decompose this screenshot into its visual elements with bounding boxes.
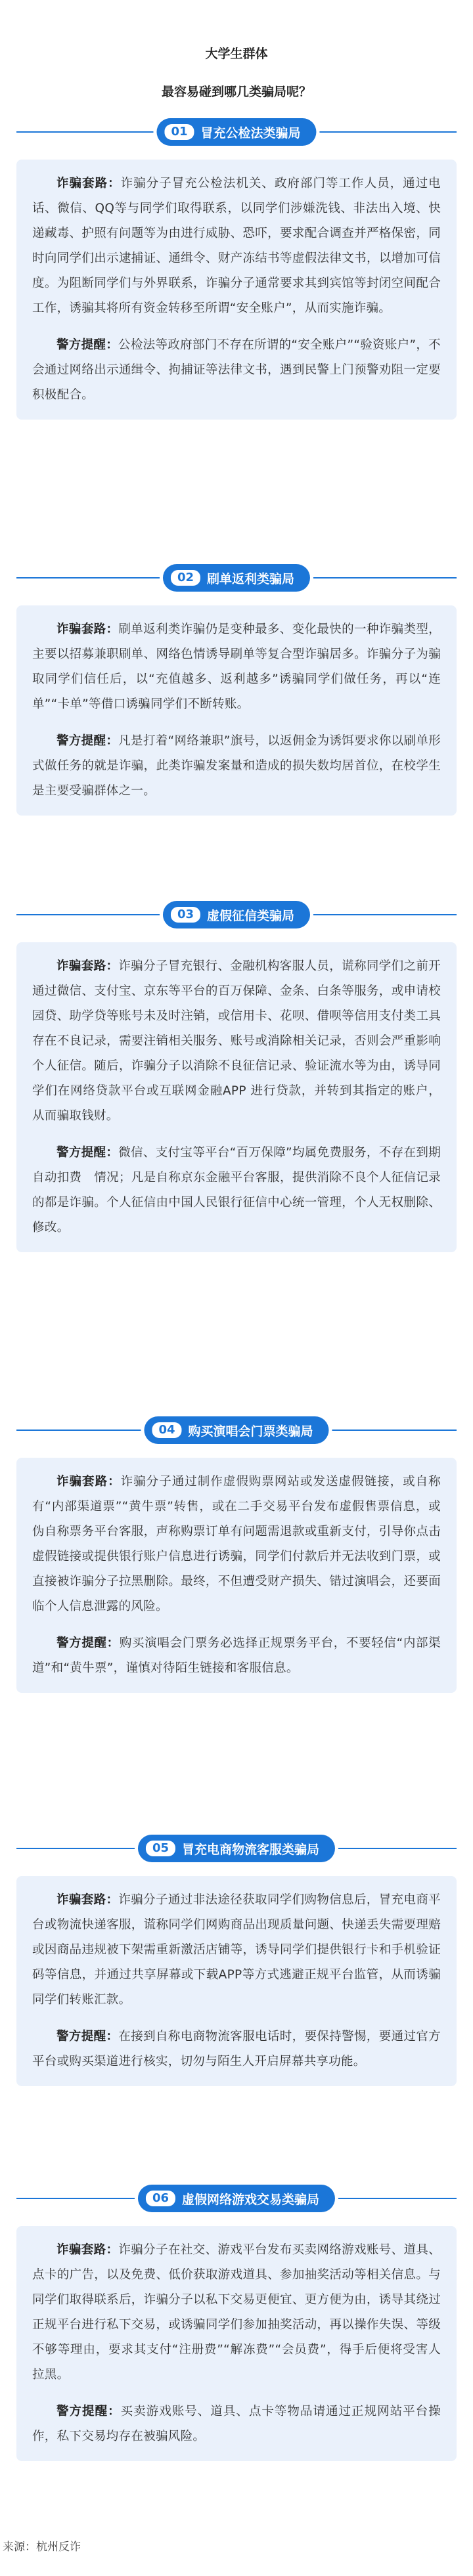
section-number: 06 bbox=[146, 2191, 175, 2206]
method-paragraph bbox=[32, 1470, 441, 1619]
method-text: 诈骗分子冒充银行、金融机构客服人员，谎称同学们之前开通过微信、支付宝、京东等平台的百万保障、金条、白条等服务，或申请校园贷、助学贷等账号未及时注销，或信用卡、花呗、借呗等信用支付类工具存在不良记录，需要注销相关服务、账号或消除相关记录，否则会严重影响个人征信。随后，诈骗分子以消除不良征信记录、验证流水等为由，诱导同学们在网络贷款平台或互联网金融APP 进行贷款，并转到其指定的账户，从而骗取钱财。 bbox=[32, 959, 441, 1123]
warning-paragraph bbox=[32, 1141, 441, 1240]
section-impersonate-police bbox=[16, 114, 457, 420]
section-header bbox=[16, 1412, 457, 1449]
method-label: 诈骗套路： bbox=[56, 622, 119, 636]
source-credit: 来源：杭州反诈 bbox=[3, 2541, 81, 2554]
warning-paragraph bbox=[32, 2399, 441, 2449]
warning-text: 买卖游戏账号、道具、点卡等物品请通过正规网站平台操作，私下交易均存在被骗风险。 bbox=[32, 2405, 441, 2443]
section-title: 冒充公检法类骗局 bbox=[200, 125, 301, 141]
warning-text: 在接到自称电商物流客服电话时，要保持警惕，要通过官方平台或购买渠道进行核实，切勿与陌生人开启屏幕共享功能。 bbox=[32, 2030, 441, 2068]
section-badge bbox=[163, 901, 310, 928]
section-number: 05 bbox=[146, 1841, 175, 1856]
warning-label: 警方提醒： bbox=[56, 338, 119, 352]
section-content-box bbox=[16, 1876, 457, 2086]
warning-paragraph bbox=[32, 1631, 441, 1681]
section-title: 冒充电商物流客服类骗局 bbox=[182, 1842, 320, 1857]
warning-text: 购买演唱会门票务必选择正规票务平台，不要轻信“内部渠道”和“黄牛票”，谨慎对待陌生链接和客服信息。 bbox=[32, 1636, 441, 1675]
section-badge bbox=[163, 564, 310, 592]
warning-paragraph bbox=[32, 2024, 441, 2074]
method-text: 诈骗分子冒充公检法机关、政府部门等工作人员，通过电话、微信、QQ等与同学们取得联系，以同学们涉嫌洗钱、非法出入境、快递藏毒、护照有问题等为由进行威胁、恐吓，要求配合调查并严格保密，同时向同学们出示逮捕证、通缉令、财产冻结书等虚假法律文书，以增加可信度。为阻断同学们与外界联系，诈骗分子通常要求其到宾馆等封闭空间配合工作，诱骗其将所有资金转移至所谓“安全账户”，从而实施诈骗。 bbox=[32, 177, 441, 315]
warning-label: 警方提醒： bbox=[56, 2030, 119, 2043]
section-concert-tickets bbox=[16, 1412, 457, 1693]
section-title: 刷单返利类骗局 bbox=[207, 571, 295, 586]
section-badge bbox=[138, 2185, 335, 2212]
warning-text: 公检法等政府部门不存在所谓的“安全账户”“验资账户”，不会通过网络出示通缉令、拘捕证等法律文书，遇到民警上门预警劝阻一定要积极配合。 bbox=[32, 338, 441, 402]
warning-text: 凡是打着“网络兼职”旗号，以返佣金为诱饵要求你以刷单形式做任务的就是诈骗，此类诈骗发案量和造成的损失数均居首位，在校学生是主要受骗群体之一。 bbox=[32, 734, 441, 798]
method-text: 诈骗分子通过非法途径获取同学们购物信息后，冒充电商平台或物流快递客服，谎称同学们网购商品出现质量问题、快递丢失需要理赔或因商品违规被下架需重新激活店铺等，诱导同学们提供银行卡和手机验证码等信息，并通过共享屏幕或下载APP等方式逃避正规平台监管，从而诱骗同学们转账汇款。 bbox=[32, 1893, 441, 2007]
section-number: 01 bbox=[164, 124, 194, 140]
page-title: 大学生群体 bbox=[205, 47, 268, 61]
section-badge bbox=[156, 118, 316, 146]
section-badge bbox=[144, 1416, 328, 1444]
warning-paragraph bbox=[32, 729, 441, 804]
warning-paragraph bbox=[32, 333, 441, 408]
method-paragraph bbox=[32, 2238, 441, 2388]
section-content-box bbox=[16, 160, 457, 420]
method-label: 诈骗套路： bbox=[56, 2243, 119, 2257]
method-label: 诈骗套路： bbox=[56, 959, 119, 973]
section-header bbox=[16, 1830, 457, 1867]
page-question: 最容易碰到哪几类骗局呢？ bbox=[161, 85, 311, 99]
section-title: 虚假网络游戏交易类骗局 bbox=[182, 2192, 320, 2207]
section-number: 04 bbox=[152, 1422, 181, 1438]
section-ecommerce-support bbox=[16, 1830, 457, 2086]
section-header bbox=[16, 559, 457, 596]
method-label: 诈骗套路： bbox=[56, 1475, 121, 1489]
section-header bbox=[16, 114, 457, 150]
method-text: 诈骗分子在社交、游戏平台发布买卖网络游戏账号、道具、点卡的广告，以及免费、低价获取游戏道具、参加抽奖活动等相关信息。与同学们取得联系后，诈骗分子以私下交易更便宜、更方便为由，诱导其绕过正规平台进行私下交易，或诱骗同学们参加抽奖活动，再以操作失误、等级不够等理由，要求其支付“注册费”“解冻费”“会员费”，得手后便将受害人拉黑。 bbox=[32, 2243, 441, 2382]
warning-label: 警方提醒： bbox=[56, 2405, 121, 2418]
section-brushing-rebate bbox=[16, 559, 457, 816]
section-number: 03 bbox=[171, 907, 200, 923]
section-content-box bbox=[16, 605, 457, 816]
section-content-box bbox=[16, 2226, 457, 2461]
method-paragraph bbox=[32, 617, 441, 717]
section-fake-credit bbox=[16, 896, 457, 1252]
section-badge bbox=[138, 1835, 335, 1862]
method-text: 诈骗分子通过制作虚假购票网站或发送虚假链接，或自称有“内部渠道票”“黄牛票”转售，或在二手交易平台发布虚假售票信息，或伪自称票务平台客服，声称购票订单有问题需退款或重新支付，引导你点击虚假链接或提供银行账户信息进行诱骗，同学们付款后并无法收到门票，或直接被诈骗分子拉黑删除。最终，不但遭受财产损失、错过演唱会，还要面临个人信息泄露的风险。 bbox=[32, 1475, 441, 1613]
warning-label: 警方提醒： bbox=[56, 734, 119, 748]
method-label: 诈骗套路： bbox=[56, 177, 121, 190]
method-paragraph bbox=[32, 171, 441, 321]
section-game-trading bbox=[16, 2180, 457, 2461]
warning-label: 警方提醒： bbox=[56, 1146, 119, 1160]
section-title: 购买演唱会门票类骗局 bbox=[188, 1424, 313, 1439]
section-number: 02 bbox=[171, 570, 200, 586]
section-header bbox=[16, 2180, 457, 2217]
warning-text: 微信、支付宝等平台“百万保障”均属免费服务，不存在到期自动扣费 情况；凡是自称京东金融平台客服，提供消除不良个人征信记录的都是诈骗。个人征信由中国人民银行征信中心统一管理，个人无权删除、修改。 bbox=[32, 1146, 441, 1234]
warning-label: 警方提醒： bbox=[56, 1636, 120, 1650]
section-title: 虚假征信类骗局 bbox=[207, 908, 295, 923]
section-content-box bbox=[16, 942, 457, 1252]
method-text: 刷单返利类诈骗仍是变种最多、变化最快的一种诈骗类型，主要以招募兼职刷单、网络色情诱导刷单等复合型诈骗居多。诈骗分子为骗取同学们信任后，以“充值越多、返利越多”诱骗同学们做任务，再以“连单”“卡单”等借口诱骗同学们不断转账。 bbox=[32, 622, 441, 711]
section-content-box bbox=[16, 1458, 457, 1693]
method-paragraph bbox=[32, 1888, 441, 2013]
section-header bbox=[16, 896, 457, 933]
method-label: 诈骗套路： bbox=[56, 1893, 119, 1907]
method-paragraph bbox=[32, 954, 441, 1129]
